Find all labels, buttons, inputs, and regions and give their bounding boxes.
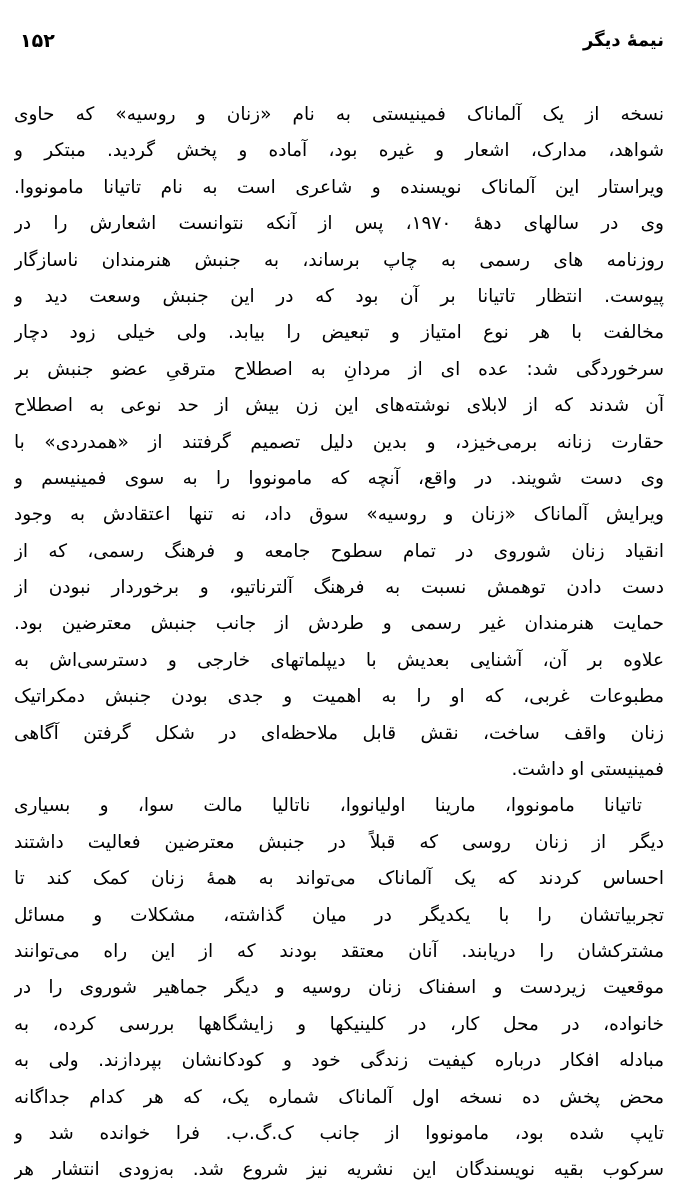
page-header bbox=[18, 30, 664, 60]
text-line: سرخوردگی شد: عده ای از مردانِ به اصطلاح مترقیِ عضو جنبش بر bbox=[14, 358, 664, 380]
text-line: تاتیانا مامونووا، مارینا اولیانووا، ناتالیا مالت سوا، و بسیاری bbox=[14, 795, 642, 817]
text-line: حمایت هنرمندان غیر رسمی و طردش از جانب جنبش معترضین بود. bbox=[14, 613, 664, 635]
text-line: دست دادن توهمش نسبت به فرهنگ آلترناتیو، و برخوردار نبودن از bbox=[14, 577, 664, 599]
text-line: خانواده، در محل کار، در کلینیکها و زایشگاهها بررسی کرده، به bbox=[14, 1013, 664, 1035]
text-line: ویرایش آلماناک «زنان و روسیه» سوق داد، نه تنها اعتقادش به وجود bbox=[14, 504, 664, 526]
text-line: محض پخش ده نسخه اول آلماناک شماره یک، که هر کدام جداگانه bbox=[14, 1086, 664, 1108]
text-line: مخالفت با هر نوع امتیاز و تبعیض را بیابد. ولی خیلی زود دچار bbox=[14, 322, 664, 344]
text-line: علاوه بر آن، آشنایی بعدیش با دیپلماتهای خارجی و دسترسی‌اش به bbox=[14, 649, 664, 671]
text-line: تایپ شده بود، مامونووا از جانب ک.گ.ب. فرا خوانده شد و bbox=[14, 1122, 664, 1144]
body-text bbox=[14, 97, 664, 1189]
text-line: تجربیاتشان را با یکدیگر در میان گذاشته، مشکلات و مسائل bbox=[14, 904, 664, 926]
text-line: فمینیستی او داشت. bbox=[511, 759, 664, 781]
text-line: دیگر از زنان روسی که قبلاً در جنبش معترضین فعالیت داشتند bbox=[14, 831, 664, 853]
text-line: مبادله افکار درباره کیفیت زندگی خود و کودکانشان بپردازند. ولی به bbox=[14, 1050, 664, 1072]
text-line: نسخه از یک آلماناک فمینیستی به نام «زنان و روسیه» که حاوی bbox=[14, 104, 664, 125]
text-line: مطبوعات غربی، که او را به اهمیت و جدی بودن جنبش دمکراتیک bbox=[14, 686, 664, 708]
text-line: روزنامه های رسمی به چاپ برساند، به جنبش هنرمندان ناسازگار bbox=[14, 249, 664, 271]
running-title: نیمۀ دیگر bbox=[582, 30, 664, 51]
text-line: شواهد، مدارک، اشعار و غیره بود، آماده و پخش گردید. مبتکر و bbox=[14, 140, 664, 162]
text-line: پیوست. انتظار تاتیانا بر آن بود که در این جنبش وسعت دید و bbox=[14, 285, 664, 307]
text-line: آن شدند که از لابلای نوشته‌های این زن بیش از حد نوعی به اصطلاح bbox=[14, 395, 664, 417]
text-line: انقیاد زنان شوروی در تمام سطوح جامعه و فرهنگ رسمی، که از bbox=[14, 540, 664, 562]
text-line: سرکوب بقیه نویسندگان این نشریه نیز شروع شد. به‌زودی انتشار هر bbox=[14, 1159, 664, 1181]
text-line: ویراستار این آلماناک نویسنده و شاعری است به نام تاتیانا مامونووا. bbox=[14, 176, 664, 198]
text-line: زنان واقف ساخت، نقش قابل ملاحظه‌ای در شکل گرفتن آگاهی bbox=[14, 722, 664, 744]
text-line: موقعیت زیردست و اسفناک زنان روسیه و دیگر جماهیر شوروی را در bbox=[14, 977, 664, 999]
text-line: مشترکشان را دریابند. آنان معتقد بودند که از این راه می‌توانند bbox=[14, 940, 664, 962]
text-line: حقارت زنانه برمی‌خیزد، و بدین دلیل تصمیم گرفتند از «همدردی» با bbox=[14, 431, 664, 453]
page-number: ۱۵۲ bbox=[20, 30, 55, 52]
text-line: وی دست شویند. در واقع، آنچه که مامونووا را به سوی فمینیسم و bbox=[14, 467, 664, 489]
text-line: وی در سالهای دهۀ ۱۹۷۰، پس از آنکه نتوانست اشعارش را در bbox=[14, 213, 664, 235]
text-line: احساس کردند که یک آلماناک می‌تواند به همۀ زنان کمک کند تا bbox=[14, 868, 664, 890]
